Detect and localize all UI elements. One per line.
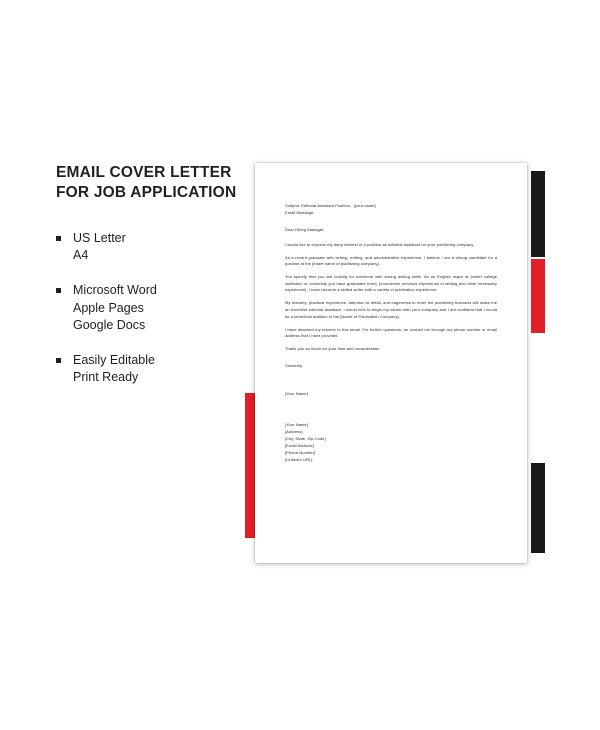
- feature-line: Microsoft Word: [73, 283, 157, 298]
- decorative-tab-black-bottom: [531, 463, 545, 553]
- list-item: [56, 282, 246, 334]
- salutation: Dear Hiring Manager,: [285, 227, 325, 233]
- promo-panel: [56, 163, 246, 405]
- page-title-line-1: EMAIL COVER LETTER: [56, 164, 232, 181]
- body-paragraph: My maturity, practical experience, attention to detail, and eagerness to enter the publishing business will make me an excellent editorial assistant. I would love to begin my career with your company and I am confident that I would be a beneficial addition to the [Name of Publication Company].: [285, 300, 497, 319]
- contact-line: [Phone Number]: [285, 449, 316, 455]
- contact-line: [LinkedIn URL]: [285, 456, 313, 462]
- square-bullet-icon: [56, 236, 61, 241]
- square-bullet-icon: [56, 358, 61, 363]
- decorative-tab-red: [531, 259, 545, 333]
- page-title-line-2: FOR JOB APPLICATION: [56, 184, 237, 202]
- document-preview: [240, 163, 545, 573]
- feature-line: US Letter: [73, 230, 126, 245]
- signature: [Your Name]: [285, 391, 308, 397]
- subject-block: [285, 203, 497, 216]
- closing: Sincerely,: [285, 362, 303, 368]
- body-paragraph: I would like to express my deep interest in a position as editorial assistant for your publishing company.: [285, 241, 475, 247]
- letter-body: [285, 203, 497, 464]
- feature-line: Apple Pages: [73, 300, 144, 315]
- subject-line: Subject: Editorial Assistant Position - [your name]: [285, 203, 376, 208]
- feature-list: [56, 230, 246, 387]
- feature-line: Google Docs: [73, 317, 146, 332]
- body-paragraph: Thank you so much for your time and consideration.: [285, 346, 381, 352]
- contact-line: [Email Address]: [285, 442, 314, 448]
- contact-line: [City, State, Zip-Code]: [285, 435, 326, 441]
- body-paragraph: I have attached my resume to this email. For further questions, do contact me through my phone number or email address that I have provided.: [285, 326, 497, 339]
- contact-block: [285, 422, 497, 464]
- body-paragraph: As a recent graduate with writing, editing, and administrative experience, I believe I am a strong candidate for a position at the [insert name of publishing company].: [285, 254, 497, 267]
- feature-line: Easily Editable: [73, 353, 155, 368]
- body-paragraph: You specify that you are looking for someone with strong writing skills. As an English major at [insert college institution or university you have graduated from], [enumerate previous experience in writing and other necessary experience], I have become a skilled writer with a variety of publication experience.: [285, 274, 497, 293]
- square-bullet-icon: [56, 288, 61, 293]
- contact-line: [Address]: [285, 428, 303, 434]
- page-title: [56, 163, 246, 204]
- email-message-label: Email Message:: [285, 209, 315, 215]
- decorative-tab-black-top: [531, 171, 545, 257]
- list-item: [56, 230, 246, 265]
- feature-line: A4: [73, 248, 89, 263]
- list-item: [56, 352, 246, 387]
- contact-line: [Your Name]: [285, 421, 308, 427]
- feature-line: Print Ready: [73, 370, 139, 385]
- letter-page: [255, 163, 527, 563]
